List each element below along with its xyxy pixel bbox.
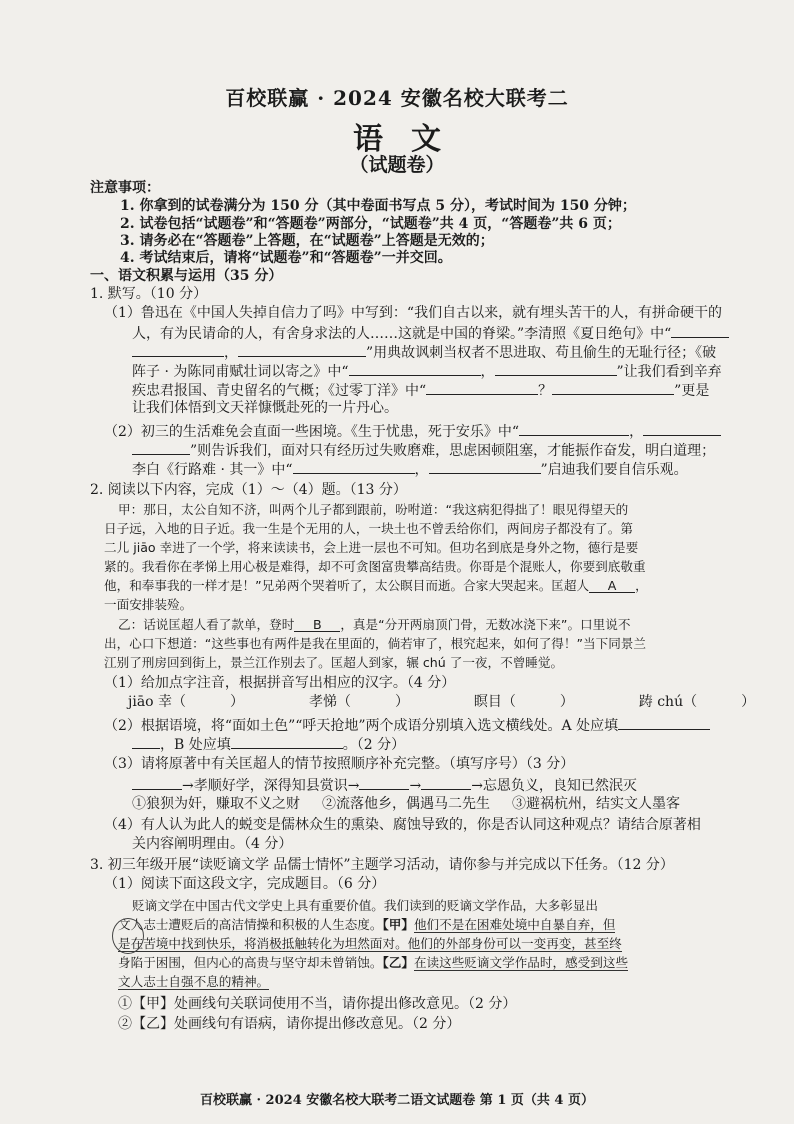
blank-b: B xyxy=(294,616,340,632)
answer-blank xyxy=(132,441,190,455)
sub-question: （4）有人认为此人的蜕变是儒林众生的熏染、腐蚀导致的，你是否认同这种观点？请结合原著相 xyxy=(104,817,701,833)
text-line: 李白《行路难 · 其一》中“ ， ”启迪我们要自信乐观。 xyxy=(132,462,688,478)
passage-line: 身陷于困围，但内心的高贵与坚守却未曾销蚀。【乙】在读这些贬谪文学作品时，感受到这些 xyxy=(118,955,629,970)
text-line: 关内容阐明理由。（4 分） xyxy=(132,836,293,852)
answer-blank xyxy=(132,343,224,357)
excerpt-line: 二儿 jiāo 幸进了一个学，将来读读书，会上进一层也不可知。但功名到底是身外之物，德行是要 xyxy=(104,540,639,555)
answer-blank xyxy=(421,776,471,790)
text-line: 疾忠君报国、青史留名的气概；《过零丁洋》中“ ？ ”更是 xyxy=(132,383,710,399)
sub-question: （1）给加点字注音，根据拼音写出相应的汉字。（4 分） xyxy=(104,675,456,691)
excerpt-line: 甲：那日，太公自知不济，叫两个儿子都到跟前，吩咐道：“我这病犯得拙了！眼见得望天的 xyxy=(118,502,629,517)
text-line: （1）鲁迅在《中国人失掉自信力了吗》中写到：“我们自古以来，就有埋头苦干的人，有拼命硬干的 xyxy=(104,305,723,321)
answer-blank xyxy=(293,460,415,474)
sub-question: （1）阅读下面这段文字，完成题目。（6 分） xyxy=(104,876,386,892)
excerpt-line: 出，心口下想道：“这些事也有两件是我在里面的，倘若审了，根究起来，如何了得！”当下同景兰 xyxy=(104,636,646,651)
passage-line: 文人志士遭贬后的高洁情操和积极的人生态度。【甲】他们不是在困难处境中自暴自弃，但 xyxy=(118,917,616,932)
answer-blank xyxy=(495,362,617,376)
answer-blank xyxy=(552,381,674,395)
sub-question: ②【乙】处画线句有语病，请你提出修改意见。（2 分） xyxy=(118,1016,461,1032)
answer-blank xyxy=(429,460,541,474)
answer-blank xyxy=(359,776,409,790)
page-footer: 百校联赢 · 2024 安徽名校大联考二语文试题卷 第 1 页（共 4 页） xyxy=(199,1093,594,1108)
options-row: ①狼狈为奸，赚取不义之财 ②流落他乡，偶遇马二先生 ③避祸杭州，结实文人墨客 xyxy=(132,796,680,812)
blank-a: A xyxy=(589,577,635,593)
answer-blank xyxy=(618,716,710,730)
mark-jia: 【甲】 xyxy=(382,917,414,932)
text-line: ”则告诉我们，面对只有经历过失败磨难，思虑困顿阻塞，才能振作奋发，明白道理； xyxy=(132,441,715,460)
answer-blank xyxy=(671,324,729,338)
text-line: 阵子 · 为陈同甫赋壮词以寄之》中“ ， ”让我们看到辛弃 xyxy=(132,364,722,380)
answer-blank xyxy=(231,735,343,749)
pinyin-row: jiāo 幸（ ） 孝悌（ ） 瞑目（ ） 踌 chú（ ） xyxy=(128,694,756,710)
question-title: 2. 阅读以下内容，完成（1）～（4）题。（13 分） xyxy=(90,482,407,498)
excerpt-line: 紧的。我看你在孝悌上用心极是难得，却不可贪图富贵攀高结贵。你哥是个混账人，你要到底敬重 xyxy=(104,559,646,574)
answer-blank xyxy=(426,381,538,395)
notice-item: 2. 试卷包括“试题卷”和“答题卷”两部分，“试题卷”共 4 页，“答题卷”共 6 页； xyxy=(120,216,621,232)
answer-blank xyxy=(519,422,629,436)
question-title: 1. 默写。（10 分） xyxy=(90,286,208,302)
answer-blank xyxy=(643,422,721,436)
answer-blank xyxy=(132,776,182,790)
answer-blank xyxy=(132,735,160,749)
notice-item: 3. 请务必在“答题卷”上答题，在“试题卷”上答题是无效的； xyxy=(120,233,494,249)
excerpt-line: 一面安排装殓。 xyxy=(104,597,193,612)
text-line: （2）初三的生活难免会直面一些困境。《生于忧患，死于安乐》中“ ， xyxy=(104,422,721,441)
text-line: ，B 处应填 。（2 分） xyxy=(132,735,405,754)
text-line: ， ”用典故讽刺当权者不思进取、苟且偷生的无耻行径；《破 xyxy=(132,343,716,362)
passage-line: 文人志士自强不息的精神。 xyxy=(118,974,270,989)
sub-question: ①【甲】处画线句关联词使用不当，请你提出修改意见。（2 分） xyxy=(118,996,517,1012)
notice-item: 1. 你拿到的试卷满分为 150 分（其中卷面书写点 5 分），考试时间为 150 分钟； xyxy=(120,198,636,214)
section-title: 一、语文积累与运用（35 分） xyxy=(90,268,283,284)
passage-line: 是在苦境中找到快乐，将消极抵触转化为坦然面对。他们的外部身份可以一变再变，甚至终 xyxy=(118,936,622,951)
excerpt-line: 他，和奉事我的一样才是！”兄弟两个哭着听了，太公瞑目而逝。合家大哭起来。匡超人 A ， xyxy=(104,578,648,593)
answer-blank xyxy=(238,343,366,357)
volume-label: （试题卷） xyxy=(349,154,445,176)
sub-question: （3）请将原著中有关匡超人的情节按照顺序补充完整。（填写序号）（3 分） xyxy=(104,756,575,772)
exam-series-title: 百校联赢 · 2024 安徽名校大联考二 xyxy=(225,86,569,110)
notice-item: 4. 考试结束后，请将“试题卷”和“答题卷”一并交回。 xyxy=(120,250,452,266)
subject-title: 语文 xyxy=(353,122,469,157)
sub-question: （2）根据语境，将“面如土色”“呼天抢地”两个成语分别填入选文横线处。A 处应填 xyxy=(104,716,710,735)
passage-line: 贬谪文学在中国古代文学史上具有重要价值。我们读到的贬谪文学作品，大多彰显出 xyxy=(132,898,598,913)
excerpt-line: 日子远，入地的日子近。我一生是个无用的人，一块土也不曾丢给你们，两间房子都没有了。第 xyxy=(104,521,633,536)
mark-yi: 【乙】 xyxy=(382,955,414,970)
notice-title: 注意事项： xyxy=(90,180,160,196)
excerpt-line: 江别了刑房回到街上，景兰江作别去了。匡超人到家，辗 chú 了一夜，不曾睡觉。 xyxy=(104,655,564,670)
text-line: 让我们体悟到文天祥慷慨赴死的一片丹心。 xyxy=(132,400,398,416)
excerpt-line: 乙：话说匡超人看了款单，登时 B ，真是“分开两扇顶门骨，无数冰浇下来”。口里说不 xyxy=(118,617,631,632)
plot-chain: →孝顺好学，深得知县赏识→ → →忘恩负义，良知已然泯灭 xyxy=(132,776,637,795)
pen-circle-mark xyxy=(112,918,144,954)
answer-blank xyxy=(349,362,481,376)
question-title: 3. 初三年级开展“读贬谪文学 品儒士情怀”主题学习活动，请你参与并完成以下任务。（12 分） xyxy=(90,857,674,873)
text-line: 人，有为民请命的人，有舍身求法的人……这就是中国的脊梁。”李清照《夏日绝句》中“ xyxy=(132,324,729,343)
